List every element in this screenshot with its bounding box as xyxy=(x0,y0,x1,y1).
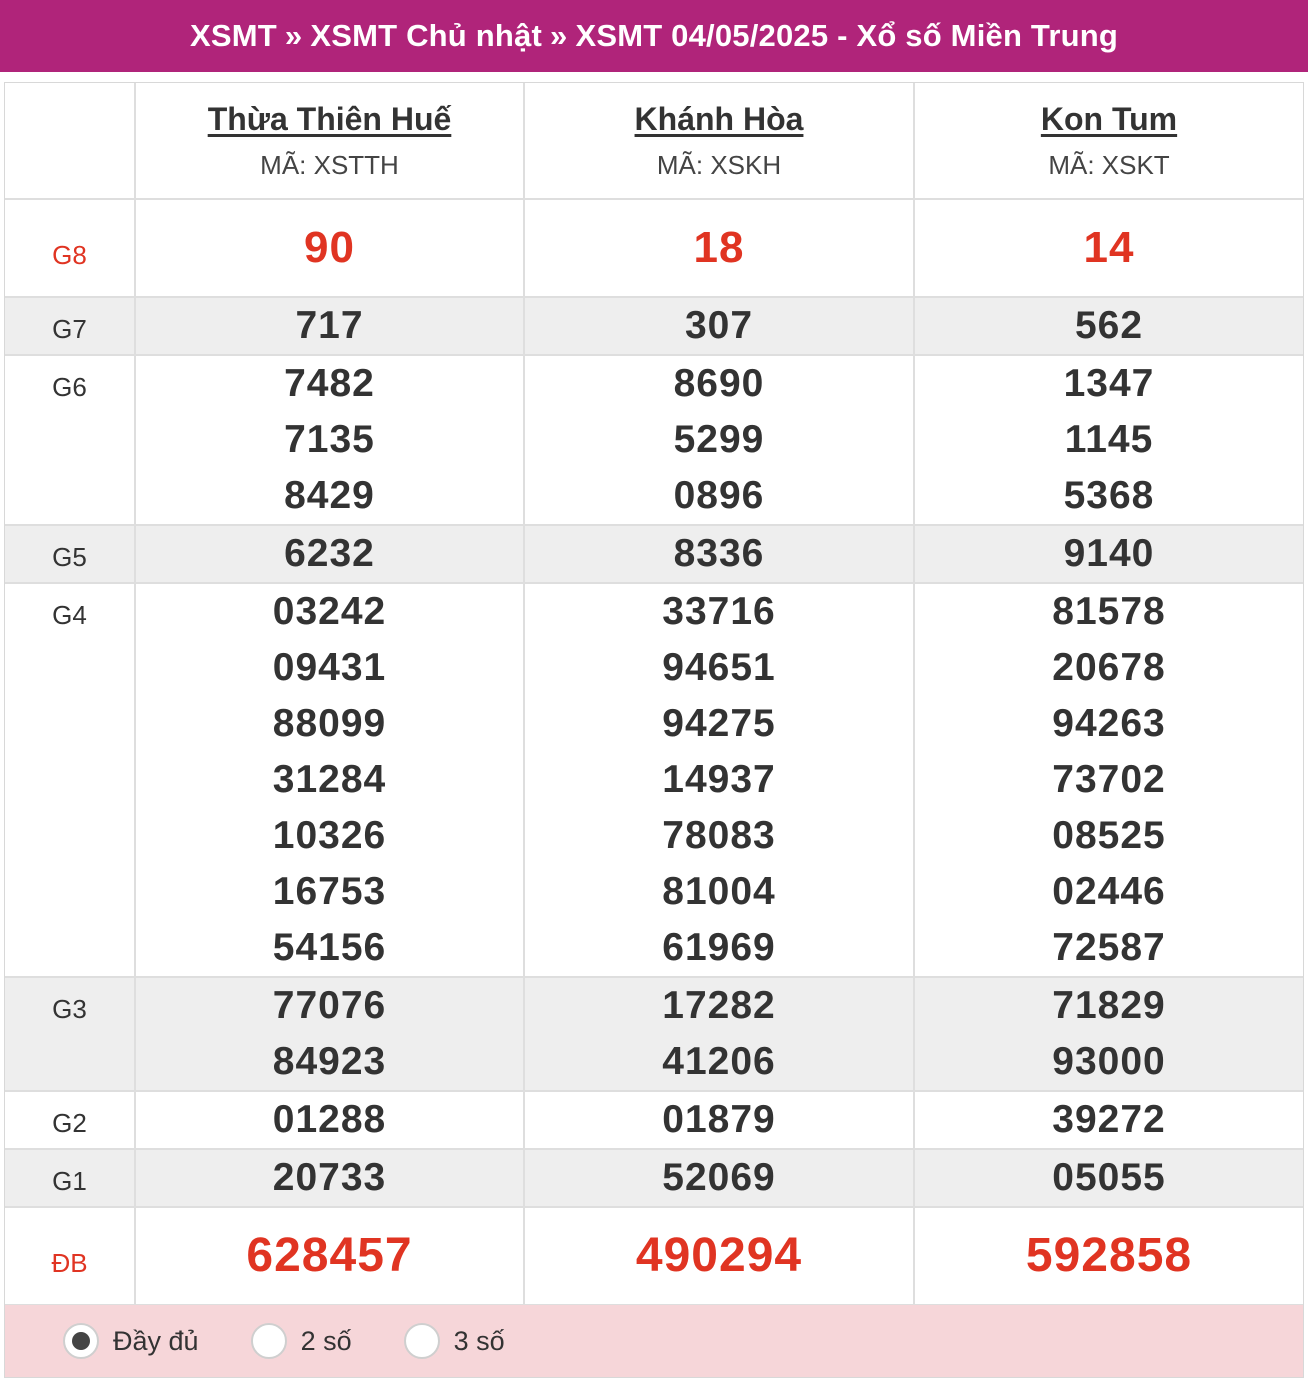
prize-row-g8 xyxy=(5,199,1303,297)
prize-number: 33716 xyxy=(662,590,776,633)
province-header xyxy=(135,83,524,199)
province-header xyxy=(914,83,1303,199)
prize-row-g5 xyxy=(5,525,1303,583)
province-code: MÃ: XSKH xyxy=(656,150,782,180)
prize-number: 39272 xyxy=(1052,1098,1166,1141)
prize-row-g2 xyxy=(5,1091,1303,1149)
prize-number: 01879 xyxy=(662,1098,776,1141)
prize-label-special: ĐB xyxy=(51,1248,88,1278)
province-code: MÃ: XSTTH xyxy=(260,150,399,180)
prize-number: 81578 xyxy=(1052,590,1166,633)
prize-row-g4 xyxy=(5,583,1303,977)
province-link-hue[interactable]: Thừa Thiên Huế xyxy=(207,101,452,137)
prize-number: 1145 xyxy=(1064,418,1154,461)
prize-number: 14 xyxy=(1083,223,1135,272)
province-code: MÃ: XSKT xyxy=(1048,150,1170,180)
province-header-row xyxy=(5,83,1303,199)
radio-icon[interactable] xyxy=(251,1323,287,1359)
prize-row-g6 xyxy=(5,355,1303,525)
prize-number: 94275 xyxy=(662,702,776,745)
prize-number: 31284 xyxy=(272,758,387,801)
radio-selected-icon[interactable] xyxy=(63,1323,99,1359)
prize-number: 1347 xyxy=(1063,362,1155,405)
prize-number: 41206 xyxy=(662,1040,776,1083)
prize-row-g3 xyxy=(5,977,1303,1091)
prize-number: 7135 xyxy=(284,418,375,461)
prize-label-g4: G4 xyxy=(52,600,87,630)
prize-number: 77076 xyxy=(272,984,387,1027)
prize-number: 08525 xyxy=(1052,814,1166,857)
option-label: 2 số xyxy=(300,1325,352,1356)
province-link-khanh-hoa[interactable]: Khánh Hòa xyxy=(634,101,804,137)
option-label: 3 số xyxy=(453,1325,505,1356)
prize-number: 9140 xyxy=(1063,532,1155,575)
prize-number: 5368 xyxy=(1063,474,1155,517)
special-prize-number: 592858 xyxy=(1025,1229,1193,1282)
prize-label-g1: G1 xyxy=(52,1166,87,1196)
prize-label-g8: G8 xyxy=(52,240,87,270)
prize-number: 17282 xyxy=(662,984,776,1027)
prize-row-g1 xyxy=(5,1149,1303,1207)
prize-number: 72587 xyxy=(1052,926,1166,969)
prize-number: 6232 xyxy=(284,532,375,575)
prize-number: 20733 xyxy=(272,1156,387,1199)
province-link-kon-tum[interactable]: Kon Tum xyxy=(1040,101,1178,137)
prize-number: 16753 xyxy=(272,870,387,913)
special-prize-number: 628457 xyxy=(246,1229,413,1282)
prize-number: 09431 xyxy=(272,646,387,689)
prize-number: 93000 xyxy=(1052,1040,1166,1083)
prize-number: 01288 xyxy=(272,1098,387,1141)
prize-number: 61969 xyxy=(662,926,776,969)
prize-number: 54156 xyxy=(272,926,387,969)
prize-label-g2: G2 xyxy=(52,1108,87,1138)
prize-row-special xyxy=(5,1207,1303,1305)
prize-number: 73702 xyxy=(1052,758,1166,801)
breadcrumb-xsmt-sunday-link[interactable]: XSMT Chủ nhật xyxy=(310,18,542,53)
prize-number: 94651 xyxy=(662,646,776,689)
breadcrumb-xsmt-link[interactable]: XSMT xyxy=(189,18,277,53)
prize-number: 90 xyxy=(304,223,355,272)
option-label: Đầy đủ xyxy=(113,1325,199,1356)
prize-label-g5: G5 xyxy=(52,542,87,572)
prize-number: 0896 xyxy=(673,474,765,517)
prize-number: 5299 xyxy=(673,418,765,461)
special-prize-number: 490294 xyxy=(635,1229,803,1282)
prize-label-g7: G7 xyxy=(52,314,87,344)
option-3-digits[interactable] xyxy=(404,1323,505,1359)
prize-number: 52069 xyxy=(662,1156,776,1199)
prize-number: 14937 xyxy=(662,758,776,801)
prize-number: 307 xyxy=(684,304,754,347)
prize-number: 7482 xyxy=(284,362,375,405)
province-header xyxy=(524,83,914,199)
prize-number: 05055 xyxy=(1052,1156,1166,1199)
prize-number: 717 xyxy=(295,304,364,347)
prize-label-g6: G6 xyxy=(52,372,87,402)
breadcrumb-separator: » xyxy=(284,18,303,53)
prize-number: 71829 xyxy=(1052,984,1166,1027)
prize-row-g7 xyxy=(5,297,1303,355)
prize-number: 78083 xyxy=(662,814,776,857)
prize-number: 03242 xyxy=(272,590,387,633)
prize-number: 81004 xyxy=(662,870,776,913)
radio-icon[interactable] xyxy=(404,1323,440,1359)
page-title: XSMT 04/05/2025 - Xổ số Miền Trung xyxy=(575,18,1119,53)
prize-number: 88099 xyxy=(272,702,387,745)
prize-number: 8336 xyxy=(673,532,765,575)
option-full[interactable] xyxy=(63,1323,199,1359)
breadcrumb xyxy=(0,0,1308,72)
display-options-bar xyxy=(5,1305,1303,1377)
results-panel xyxy=(4,82,1304,1378)
prize-number: 94263 xyxy=(1052,702,1166,745)
breadcrumb-separator: » xyxy=(549,18,568,53)
prize-number: 20678 xyxy=(1052,646,1166,689)
prize-number: 18 xyxy=(693,223,745,272)
prize-number: 84923 xyxy=(272,1040,387,1083)
prize-label-g3: G3 xyxy=(52,994,87,1024)
option-2-digits[interactable] xyxy=(251,1323,352,1359)
prize-number: 8690 xyxy=(673,362,765,405)
header-blank-cell xyxy=(5,83,135,199)
prize-number: 02446 xyxy=(1052,870,1166,913)
results-table xyxy=(5,83,1303,1306)
prize-number: 8429 xyxy=(284,474,375,517)
prize-number: 562 xyxy=(1074,304,1144,347)
prize-number: 10326 xyxy=(272,814,387,857)
